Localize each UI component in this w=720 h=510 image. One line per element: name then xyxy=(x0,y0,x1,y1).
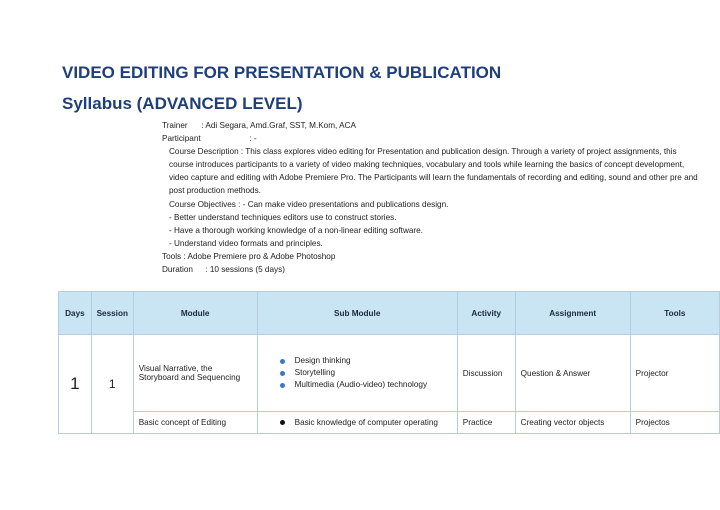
trainer-label: Trainer xyxy=(162,121,188,130)
table-header-row xyxy=(59,292,720,335)
objective-item: - Understand video formats and principles. xyxy=(169,238,323,248)
activity-cell: Practice xyxy=(457,412,515,434)
participant-row xyxy=(162,132,702,145)
header-assignment: Assignment xyxy=(515,292,630,335)
participant-value: : - xyxy=(249,134,257,144)
assignment-cell: Creating vector objects xyxy=(515,412,630,434)
header-tools: Tools xyxy=(630,292,719,335)
header-module: Module xyxy=(133,292,257,335)
participant-label: Participant xyxy=(162,134,201,144)
activity-cell: Discussion xyxy=(457,335,515,412)
list-item: Storytelling xyxy=(280,367,452,379)
course-info xyxy=(162,119,702,276)
day-cell: 1 xyxy=(59,335,92,434)
course-description: Course Description : This class explores video editing for Presentation and publication design. Through a variety of project assignments, this course introduces participants to a variety of video making techniques, vocabulary and tools while learning the basics of concept development, video capture and editing with Adobe Premiere Pro. The Participants will learn the fundamentals of recording and editing, sound and other pre and post production methods. xyxy=(169,147,698,196)
tools-row: Tools : Adobe Premiere pro & Adobe Photoshop xyxy=(162,251,336,261)
objective-item: - Have a thorough working knowledge of a non-linear editing software. xyxy=(169,225,423,235)
tools-cell: Projector xyxy=(630,335,719,412)
tools-cell: Projectos xyxy=(630,412,719,434)
header-activity: Activity xyxy=(457,292,515,335)
duration-row xyxy=(162,263,702,276)
duration-value: : 10 sessions (5 days) xyxy=(205,265,285,275)
sub-module-cell xyxy=(257,412,457,434)
header-days: Days xyxy=(59,292,92,335)
header-session: Session xyxy=(91,292,133,335)
sub-module-list xyxy=(263,417,452,429)
assignment-cell: Question & Answer xyxy=(515,335,630,412)
document-subtitle: Syllabus (ADVANCED LEVEL) xyxy=(62,94,303,113)
table-row xyxy=(59,335,720,412)
table-row xyxy=(59,412,720,434)
sub-module-cell xyxy=(257,335,457,412)
list-item: Design thinking xyxy=(280,355,452,367)
trainer-value: : Adi Segara, Amd.Graf, SST, M.Kom, ACA xyxy=(201,121,356,130)
module-cell: Basic concept of Editing xyxy=(133,412,257,434)
list-item: Basic knowledge of computer operating xyxy=(280,417,452,429)
list-item: Multimedia (Audio-video) technology xyxy=(280,379,452,391)
course-objectives: Course Objectives : - Can make video presentations and publications design. xyxy=(169,199,449,209)
session-cell: 1 xyxy=(91,335,133,434)
trainer-row xyxy=(162,119,702,132)
duration-label: Duration xyxy=(162,265,193,275)
document-title: VIDEO EDITING FOR PRESENTATION & PUBLICATION xyxy=(62,63,502,82)
objective-item: - Better understand techniques editors use to construct stories. xyxy=(169,212,397,222)
syllabus-table xyxy=(58,291,720,434)
sub-module-list xyxy=(263,355,452,391)
header-sub-module: Sub Module xyxy=(257,292,457,335)
module-cell: Visual Narrative, the Storyboard and Sequencing xyxy=(133,335,257,412)
